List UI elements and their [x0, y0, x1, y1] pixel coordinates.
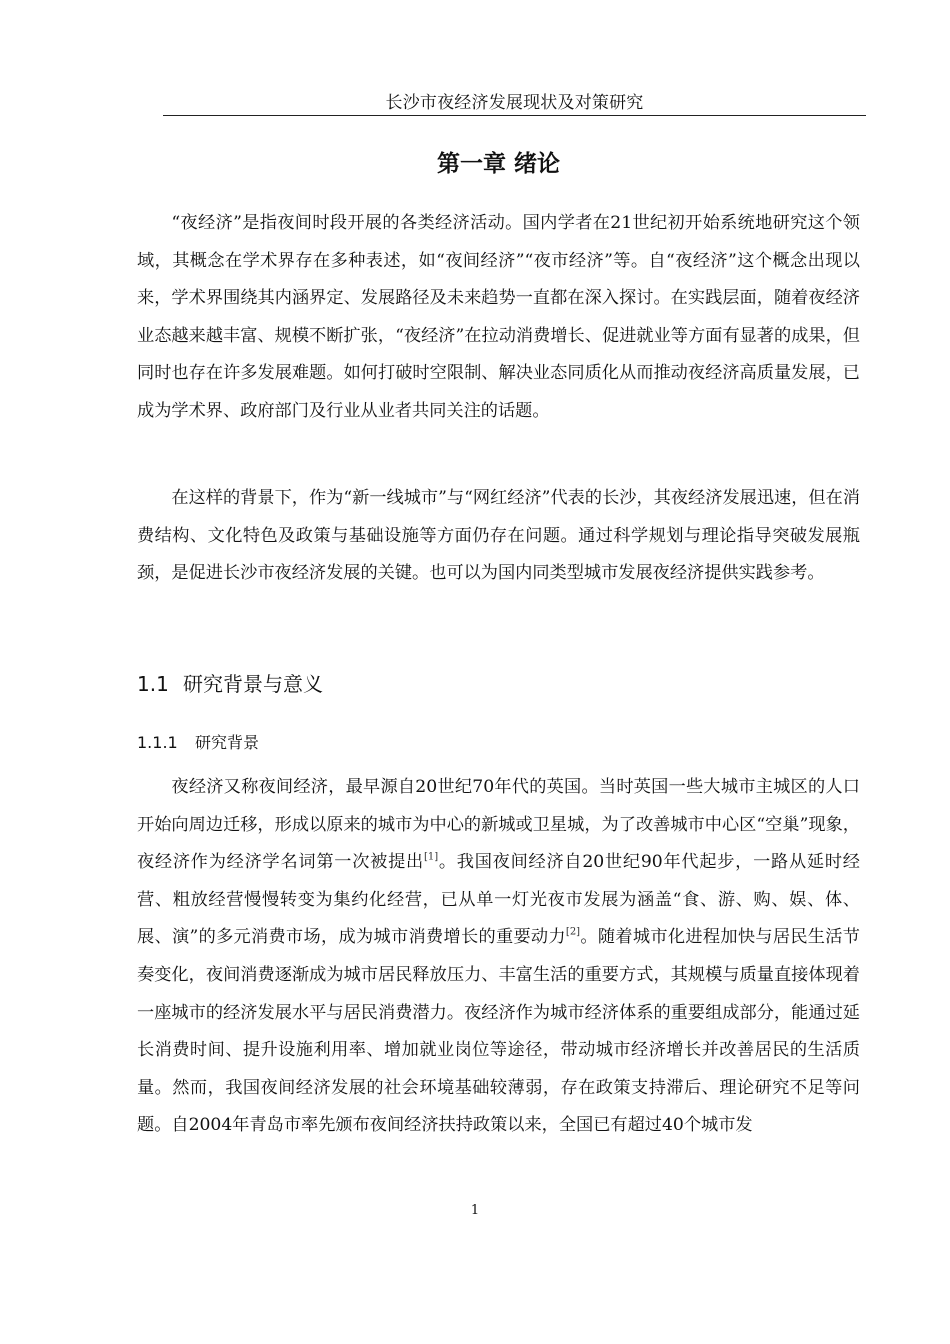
- section-title: 研究背景与意义: [183, 672, 323, 696]
- background-paragraph: [137, 769, 860, 1145]
- intro-paragraph-1: “夜经济”是指夜间时段开展的各类经济活动。国内学者在21世纪初开始系统地研究这个领域，其概念在学术界存在多种表述，如“夜间经济”“夜市经济”等。自“夜经济”这个概念出现以来，学术界围绕其内涵界定、发展路径及未来趋势一直都在深入探讨。在实践层面，随着夜经济业态越来越丰富、规模不断扩张，“夜经济”在拉动消费增长、促进就业等方面有显著的成果，但同时也存在许多发展难题。如何打破时空限制、解决业态同质化从而推动夜经济高质量发展，已成为学术界、政府部门及行业从业者共同关注的话题。: [137, 213, 860, 421]
- section-number: 1.1: [137, 672, 169, 696]
- page-number: 1: [470, 1203, 480, 1218]
- section-heading: [137, 669, 323, 699]
- background-text-part-2: 。我国夜间经济自20世纪90年代起步，一路从延时经营、粗放经营慢慢转变为集约化经营，已从单一灯光夜市发展为涵盖“食、游、购、娱、体、展、演”的多元消费市场，成为城市消费增长的重要动力: [137, 852, 860, 948]
- subsection-title: 研究背景: [195, 733, 260, 752]
- chapter-title: 第一章 绪论: [436, 151, 560, 177]
- header-rule: [163, 115, 866, 116]
- intro-paragraph-2: 在这样的背景下，作为“新一线城市”与“网红经济”代表的长沙，其夜经济发展迅速，但在消费结构、文化特色及政策与基础设施等方面仍存在问题。通过科学规划与理论指导突破发展瓶颈，是促进长沙市夜经济发展的关键。也可以为国内同类型城市发展夜经济提供实践参考。: [137, 488, 860, 584]
- background-text-part-3: 。随着城市化进程加快与居民生活节奏变化，夜间消费逐渐成为城市居民释放压力、丰富生活的重要方式，其规模与质量直接体现着一座城市的经济发展水平与居民消费潜力。夜经济作为城市经济体系的重要组成部分，能通过延长消费时间、提升设施利用率、增加就业岗位等途径，带动城市经济增长并改善居民的生活质量。然而，我国夜间经济发展的社会环境基础较薄弱，存在政策支持滞后、理论研究不足等问题。自2004年青岛市率先颁布夜间经济扶持政策以来，全国已有超过40个城市发: [137, 927, 860, 1136]
- citation-1: [1]: [423, 851, 439, 863]
- background-text-part-1: 夜经济又称夜间经济，最早源自20世纪70年代的英国。当时英国一些大城市主城区的人口开始向周边迁移，形成以原来的城市为中心的新城或卫星城，为了改善城市中心区“空巢”现象，夜经济作为经济学名词第一次被提出: [137, 777, 860, 873]
- subsection-heading: [137, 729, 259, 757]
- running-header: 长沙市夜经济发展现状及对策研究: [385, 93, 644, 113]
- subsection-number: 1.1.1: [137, 733, 178, 752]
- citation-2: [2]: [565, 926, 581, 938]
